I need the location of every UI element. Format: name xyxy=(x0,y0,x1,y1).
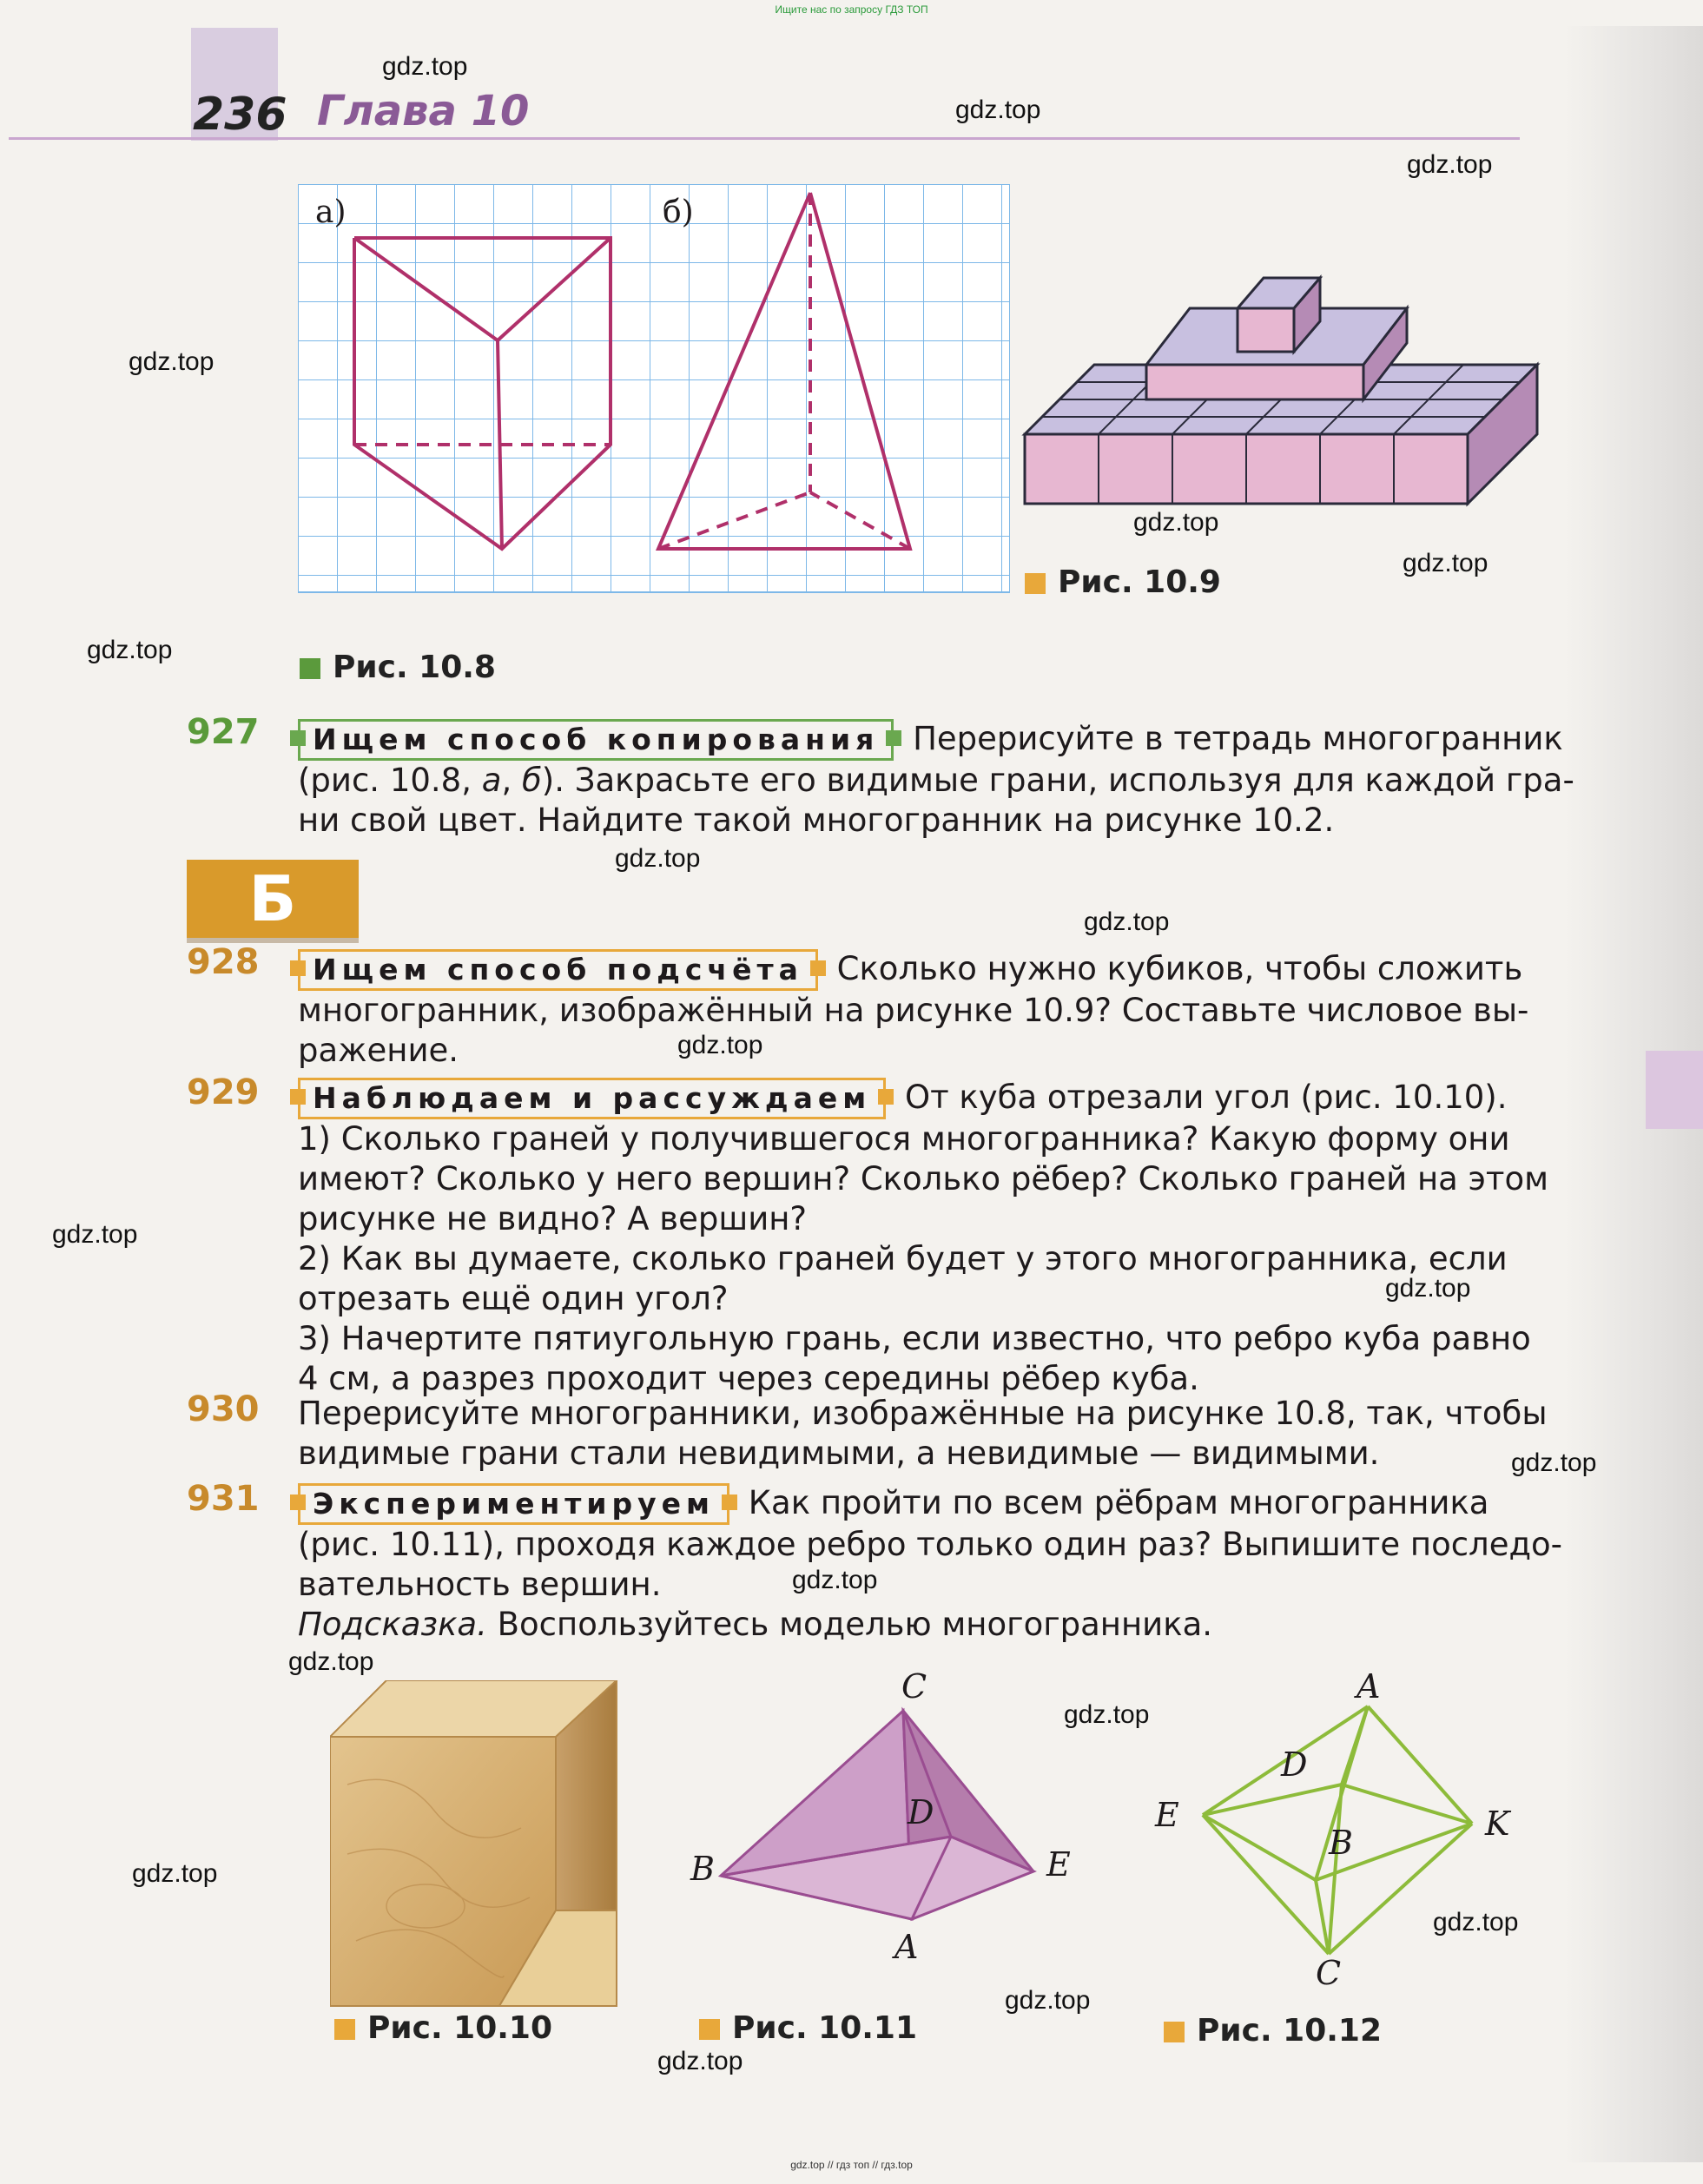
figure-10-9-caption-text: Рис. 10.9 xyxy=(1058,564,1221,600)
task-928-line-1 xyxy=(298,949,1528,991)
watermark: gdz.top xyxy=(1133,508,1219,537)
vertex-label-e: E xyxy=(1155,1796,1179,1834)
task-929-line-3: имеют? Сколько у него вершин? Сколько рёбер? Сколько граней на этом xyxy=(298,1160,1549,1198)
figure-10-11-caption-text: Рис. 10.11 xyxy=(732,2010,918,2046)
figure-10-8-caption-text: Рис. 10.8 xyxy=(333,650,496,685)
figure-10-10-drawing xyxy=(330,1680,625,2010)
figure-10-8-label-b: б) xyxy=(663,195,694,230)
vertex-label-a: A xyxy=(894,1928,919,1966)
task-928-line-3: ражение. xyxy=(298,1032,459,1069)
task-931 xyxy=(298,1483,1562,1645)
figure-10-9 xyxy=(1016,234,1546,512)
task-928-badge: Ищем способ подсчёта xyxy=(298,949,818,991)
bottom-note: gdz.top // гдз топ // гдз.top xyxy=(790,2159,913,2171)
task-929-line-4: рисунке не видно? А вершин? xyxy=(298,1200,808,1237)
watermark: gdz.top xyxy=(1511,1448,1597,1477)
task-929-line-2: 1) Сколько граней у получившегося многогранника? Какую форму они xyxy=(298,1120,1510,1158)
top-note: Ищите нас по запросу ГДЗ ТОП xyxy=(775,3,928,16)
watermark: gdz.top xyxy=(792,1566,878,1594)
task-929-line-6: отрезать ещё один угол? xyxy=(298,1280,729,1317)
watermark: gdz.top xyxy=(288,1647,374,1676)
task-930 xyxy=(298,1394,1548,1474)
figure-10-10-caption xyxy=(334,2010,552,2046)
watermark: gdz.top xyxy=(1385,1274,1471,1303)
task-930-line-2: видимые грани стали невидимыми, а невидимые — видимыми. xyxy=(298,1435,1380,1472)
task-929-line-1 xyxy=(298,1078,1548,1119)
task-927-text-2c: , xyxy=(501,762,522,799)
task-930-line-1: Перерисуйте многогранники, изображённые на рисунке 10.8, так, чтобы xyxy=(298,1395,1548,1432)
task-931-hint-text: Воспользуйтесь моделью многогранника. xyxy=(486,1606,1213,1643)
task-927-line-1 xyxy=(298,719,1574,761)
figure-10-9-caption xyxy=(1025,564,1221,600)
caption-marker xyxy=(1164,2022,1185,2042)
figure-10-11-caption xyxy=(699,2010,917,2046)
task-931-badge: Экспериментируем xyxy=(298,1483,729,1525)
task-929-line-8: 4 см, а разрез проходит через середины рёбер куба. xyxy=(298,1360,1199,1397)
vertex-label-d: D xyxy=(1281,1745,1308,1784)
section-letter-badge: Б xyxy=(187,860,359,938)
vertex-label-a: A xyxy=(1356,1667,1381,1706)
task-927-text-2e: ). Закрасьте его видимые грани, используя для каждой гра- xyxy=(541,762,1574,799)
figure-10-11 xyxy=(686,1667,1103,1989)
task-number-927: 927 xyxy=(187,712,260,752)
task-928 xyxy=(298,949,1528,1071)
task-928-line-2: многогранник, изображённый на рисунке 10.9? Составьте числовое вы- xyxy=(298,992,1529,1029)
task-number-931: 931 xyxy=(187,1479,260,1519)
task-927-badge: Ищем способ копирования xyxy=(298,719,894,761)
task-931-line-1 xyxy=(298,1483,1562,1525)
task-931-hint xyxy=(298,1605,1562,1645)
watermark: gdz.top xyxy=(1064,1700,1150,1729)
watermark: gdz.top xyxy=(87,636,173,664)
watermark: gdz.top xyxy=(1403,549,1488,577)
watermark: gdz.top xyxy=(1407,150,1493,179)
caption-marker xyxy=(1025,573,1046,594)
figure-10-8-drawing xyxy=(298,184,1010,601)
figure-10-12 xyxy=(1155,1667,1537,1997)
task-929-badge: Наблюдаем и рассуждаем xyxy=(298,1078,886,1119)
task-931-hint-label: Подсказка. xyxy=(298,1606,487,1643)
watermark: gdz.top xyxy=(1005,1986,1091,2015)
vertex-label-c: C xyxy=(901,1667,927,1706)
figure-10-8-label-a: а) xyxy=(315,195,347,230)
vertex-label-k: K xyxy=(1485,1805,1510,1843)
watermark: gdz.top xyxy=(955,96,1041,124)
task-929-line-7: 3) Начертите пятиугольную грань, если известно, что ребро куба равно xyxy=(298,1320,1531,1357)
figure-10-10-caption-text: Рис. 10.10 xyxy=(367,2010,553,2046)
vertex-label-b: B xyxy=(690,1850,715,1888)
task-number-929: 929 xyxy=(187,1072,260,1112)
caption-marker xyxy=(334,2019,355,2040)
watermark: gdz.top xyxy=(52,1220,138,1249)
figure-10-8-caption xyxy=(300,650,496,685)
watermark: gdz.top xyxy=(615,844,701,873)
task-929-text-1: От куба отрезали угол (рис. 10.10). xyxy=(904,1079,1508,1116)
watermark: gdz.top xyxy=(1433,1908,1519,1937)
caption-marker xyxy=(300,658,320,679)
task-927-line-3: ни свой цвет. Найдите такой многогранник на рисунке 10.2. xyxy=(298,802,1335,839)
task-927-text-2a: (рис. 10.8, xyxy=(298,762,482,799)
watermark: gdz.top xyxy=(129,347,215,376)
task-931-line-3: вательность вершин. xyxy=(298,1566,662,1603)
task-929 xyxy=(298,1078,1548,1399)
figure-10-12-caption xyxy=(1164,2013,1382,2049)
task-931-line-2: (рис. 10.11), проходя каждое ребро только один раз? Выпишите последо- xyxy=(298,1526,1563,1563)
page-number: 236 xyxy=(193,89,287,141)
task-929-line-5: 2) Как вы думаете, сколько граней будет у этого многогранника, если xyxy=(298,1240,1508,1277)
task-931-text-1: Как пройти по всем рёбрам многогранника xyxy=(748,1484,1489,1521)
watermark: gdz.top xyxy=(382,52,468,81)
vertex-label-b: B xyxy=(1329,1824,1353,1862)
watermark: gdz.top xyxy=(677,1031,763,1059)
chapter-title: Глава 10 xyxy=(317,87,530,135)
task-927 xyxy=(298,719,1574,841)
watermark: gdz.top xyxy=(657,2047,743,2075)
task-number-930: 930 xyxy=(187,1389,260,1429)
figure-10-9-drawing xyxy=(1016,234,1546,512)
task-number-928: 928 xyxy=(187,942,260,982)
task-927-text-1: Перерисуйте в тетрадь многогранник xyxy=(913,720,1563,757)
task-927-text-2b: а xyxy=(481,762,502,799)
watermark: gdz.top xyxy=(1084,907,1170,936)
page-tab-marker xyxy=(1646,1051,1703,1129)
vertex-label-c: C xyxy=(1316,1954,1342,1992)
vertex-label-d: D xyxy=(908,1793,934,1831)
task-927-text-2d: б xyxy=(521,762,542,799)
vertex-label-e: E xyxy=(1046,1845,1071,1884)
figure-10-8 xyxy=(298,184,1010,601)
figure-10-10 xyxy=(330,1680,625,2010)
task-928-text-1: Сколько нужно кубиков, чтобы сложить xyxy=(836,950,1523,987)
caption-marker xyxy=(699,2019,720,2040)
task-927-line-2 xyxy=(298,761,1574,801)
watermark: gdz.top xyxy=(132,1859,218,1888)
figure-10-12-caption-text: Рис. 10.12 xyxy=(1197,2013,1383,2049)
